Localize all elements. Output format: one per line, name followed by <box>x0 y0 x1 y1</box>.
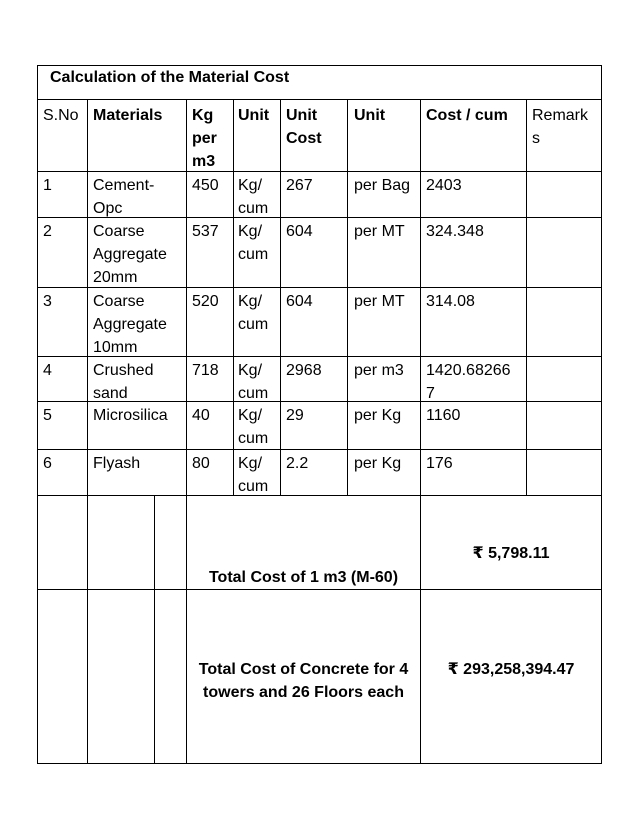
header-sno: S.No <box>43 107 79 124</box>
cell-unit-2: per Bag <box>354 177 411 194</box>
cell-cost: 2403 <box>426 177 462 194</box>
col-divider <box>154 495 155 764</box>
cell-kg: 80 <box>192 455 210 472</box>
col-divider <box>347 99 348 495</box>
cell-unit-2: per MT <box>354 223 405 240</box>
cell-material: Coarse Aggregate 10mm <box>93 293 167 356</box>
cell-cost: 1160 <box>426 407 461 424</box>
cell-material: Crushed sand <box>93 362 154 402</box>
cell-cost: 314.08 <box>426 293 475 310</box>
cell-sno: 2 <box>43 223 52 240</box>
header-unit: Unit <box>238 107 270 124</box>
cell-kg: 40 <box>192 407 210 424</box>
cell-cost: 324.348 <box>426 223 484 240</box>
page-title: Calculation of the Material Cost <box>50 69 290 86</box>
cell-kg: 718 <box>192 362 219 379</box>
cell-cost: 1420.68266 7 <box>426 362 511 402</box>
cell-material: Coarse Aggregate 20mm <box>93 223 167 286</box>
col-divider <box>526 99 527 495</box>
header-remarks: Remark s <box>532 107 589 147</box>
cell-unit-cost: 2.2 <box>286 455 309 472</box>
cell-unit-2: per Kg <box>354 455 402 472</box>
cell-cost: 176 <box>426 455 453 472</box>
total-towers-value: ₹ 293,258,394.47 <box>447 661 575 678</box>
cell-unit: Kg/ cum <box>238 362 269 402</box>
cell-unit-2: per Kg <box>354 407 402 424</box>
cell-unit-2: per m3 <box>354 362 404 379</box>
cell-sno: 5 <box>43 407 52 424</box>
col-divider <box>87 99 88 764</box>
cell-unit-cost: 267 <box>286 177 313 194</box>
cell-material: Microsilica <box>93 407 168 424</box>
row-divider <box>37 495 602 496</box>
header-unit-cost: Unit Cost <box>286 107 322 147</box>
header-unit-2: Unit <box>354 107 386 124</box>
cell-kg: 520 <box>192 293 219 310</box>
table-border-left <box>37 65 38 764</box>
cell-sno: 6 <box>43 455 52 472</box>
header-materials: Materials <box>93 107 163 124</box>
total-m3-label: Total Cost of 1 m3 (M-60) <box>208 569 399 586</box>
cell-unit-cost: 2968 <box>286 362 322 379</box>
cell-sno: 1 <box>43 177 52 194</box>
row-divider <box>37 171 602 172</box>
cell-sno: 4 <box>43 362 52 379</box>
col-divider <box>233 99 234 495</box>
cell-unit: Kg/ cum <box>238 223 269 263</box>
table-border-bottom <box>37 763 602 764</box>
total-m3-value: ₹ 5,798.11 <box>472 545 550 562</box>
cell-material: Flyash <box>93 455 141 472</box>
cell-unit: Kg/ cum <box>238 177 269 217</box>
cell-unit: Kg/ cum <box>238 455 269 495</box>
cell-unit-2: per MT <box>354 293 405 310</box>
total-towers-label: Total Cost of Concrete for 4 towers and 26 Floors each <box>198 661 409 701</box>
cell-unit-cost: 29 <box>286 407 304 424</box>
header-kg-per-m3: Kg per m3 <box>192 107 217 170</box>
header-cost-per-cum: Cost / cum <box>426 107 508 124</box>
row-divider <box>37 449 602 450</box>
cell-kg: 450 <box>192 177 219 194</box>
cell-sno: 3 <box>43 293 52 310</box>
table-border-right <box>601 65 602 764</box>
cell-unit: Kg/ cum <box>238 407 269 447</box>
header-divider <box>37 99 602 100</box>
cell-unit-cost: 604 <box>286 223 313 240</box>
col-divider <box>280 99 281 495</box>
cell-unit: Kg/ cum <box>238 293 269 333</box>
cell-unit-cost: 604 <box>286 293 313 310</box>
row-divider <box>37 589 602 590</box>
cell-material: Cement- Opc <box>93 177 155 217</box>
cell-kg: 537 <box>192 223 219 240</box>
